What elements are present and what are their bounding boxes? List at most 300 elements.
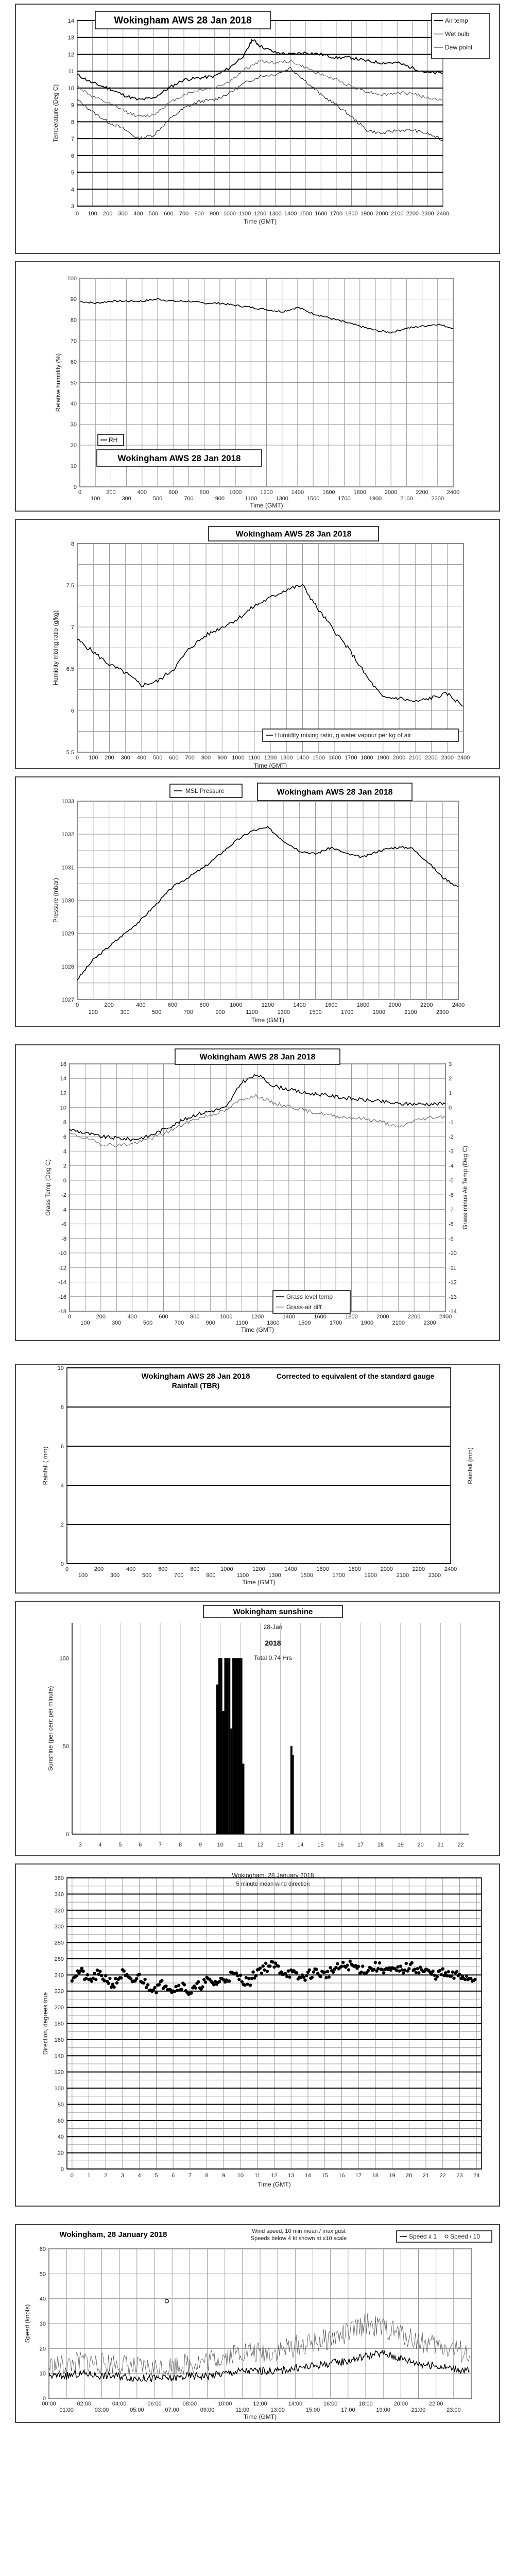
y-tick-label: 16	[60, 1061, 66, 1067]
x-tick-label: 800	[190, 1566, 200, 1572]
x-tick-label: 2300	[421, 211, 434, 217]
wind-speed-chart	[0, 2221, 515, 2427]
x-tick-label: 500	[151, 1009, 162, 1015]
y-tick-label-right: -8	[449, 1221, 454, 1228]
x-tick-label: 0	[75, 1002, 79, 1008]
y-tick-label: 1029	[61, 930, 74, 937]
x-tick-label: 700	[185, 755, 195, 761]
direction-point	[359, 1971, 363, 1974]
x-tick-label: 2300	[436, 1009, 449, 1015]
x-tick-label: 8	[205, 2173, 209, 2179]
x-tick-label: 800	[199, 489, 209, 496]
y-tick-label: 300	[54, 1924, 64, 1930]
x-tick-label: 200	[94, 1566, 104, 1572]
y-tick-label: -2	[61, 1192, 66, 1199]
x-tick-label: 17:00	[341, 2407, 355, 2413]
x-tick-label: 20	[417, 1842, 424, 1848]
direction-point	[376, 1967, 380, 1970]
direction-point	[303, 1978, 306, 1981]
x-tick-label: 1100	[235, 1320, 248, 1326]
x-tick-label: 100	[88, 1009, 98, 1015]
y-tick-label: 0	[73, 484, 77, 490]
x-tick-label: 1700	[345, 755, 357, 761]
x-tick-label: 1800	[360, 755, 373, 761]
direction-point	[266, 1970, 269, 1973]
y-tick-label: 7.5	[66, 583, 74, 589]
y-tick-label-right: -10	[449, 1250, 457, 1257]
x-tick-label: 6	[139, 1842, 142, 1848]
chart-date: 28-Jan	[263, 1623, 283, 1631]
direction-point	[347, 1968, 350, 1971]
direction-point	[416, 1967, 419, 1970]
plot-area	[67, 1368, 451, 1564]
x-tick-label: 06:00	[147, 2401, 162, 2407]
x-tick-label: 700	[179, 211, 189, 217]
x-tick-label: 300	[110, 1572, 120, 1579]
y-tick-label: 70	[70, 338, 77, 345]
x-tick-label: 0	[75, 755, 79, 761]
sunshine-bar	[230, 1728, 232, 1834]
x-tick-label: 17	[357, 1842, 364, 1848]
x-tick-label: 20	[406, 2173, 413, 2179]
direction-point	[295, 1971, 298, 1974]
direction-point	[349, 1960, 352, 1963]
sunshine-bar	[220, 1658, 222, 1834]
x-tick-label: 14	[304, 2173, 312, 2179]
y-tick-label: 100	[54, 2086, 64, 2092]
y-tick-label: 120	[54, 2069, 64, 2076]
x-tick-label: 100	[89, 755, 98, 761]
x-tick-label: 300	[121, 755, 130, 761]
y-tick-label: -8	[61, 1235, 66, 1242]
y-tick-label: 13	[67, 35, 74, 41]
x-tick-label: 1200	[253, 211, 267, 217]
chart-title: Wokingham AWS 28 Jan 2018	[114, 15, 252, 26]
y-axis-label: Rainfall ( mm)	[42, 1446, 49, 1485]
x-tick-label: 11:00	[235, 2407, 250, 2413]
x-tick-label: 600	[168, 489, 178, 496]
x-tick-label: 1900	[376, 755, 389, 761]
y-axis-label: Sunshine (per cent per minute)	[47, 1686, 54, 1771]
x-tick-label: 300	[118, 211, 128, 217]
x-tick-label: 1500	[298, 1320, 311, 1326]
y-tick-label: 6.5	[66, 666, 74, 672]
x-tick-label: 03:00	[94, 2407, 109, 2413]
y-tick-label-right: -12	[449, 1279, 457, 1286]
direction-point	[374, 1961, 377, 1964]
x-tick-label: 2200	[416, 489, 428, 496]
y-tick-label: 2	[60, 1522, 64, 1528]
x-tick-label: 900	[210, 211, 219, 217]
x-tick-label: 1900	[372, 1009, 386, 1015]
x-tick-label: 1000	[232, 755, 245, 761]
y-tick-label: 0	[42, 2396, 46, 2402]
y-tick-label-right: -9	[449, 1235, 454, 1242]
x-tick-label: 1700	[329, 1320, 342, 1326]
y-tick-label: 3	[71, 204, 74, 210]
x-tick-label: 1300	[268, 1572, 281, 1579]
direction-point	[451, 1970, 454, 1973]
x-tick-label: 1800	[348, 1566, 361, 1572]
direction-point	[445, 1974, 449, 1977]
direction-point	[433, 1974, 436, 1977]
chart-subtitle: 5 minute mean wind direction	[236, 1881, 310, 1887]
direction-point	[430, 1972, 433, 1975]
x-tick-label: 9	[222, 2173, 226, 2179]
x-axis-label: Time (GMT)	[251, 1016, 285, 1024]
direction-point	[180, 1988, 183, 1991]
direction-point	[138, 1973, 141, 1976]
direction-point	[431, 1970, 434, 1973]
x-tick-label: 0	[65, 1566, 69, 1572]
x-tick-label: 2300	[423, 1320, 436, 1326]
x-tick-label: 18	[372, 2173, 379, 2179]
direction-point	[249, 1984, 252, 1987]
y-tick-label: 10	[39, 2370, 46, 2377]
y-tick-label: 1032	[61, 832, 74, 838]
x-tick-label: 02:00	[77, 2401, 92, 2407]
y-tick-label: 0	[63, 1177, 66, 1184]
y-tick-label: 60	[70, 359, 77, 365]
y-tick-label: 100	[67, 276, 77, 282]
x-tick-label: 1100	[238, 211, 251, 217]
x-tick-label: 7	[159, 1842, 162, 1848]
x-tick-label: 0	[75, 211, 79, 217]
direction-point	[142, 1981, 145, 1985]
direction-point	[441, 1967, 444, 1970]
x-tick-label: 1400	[291, 489, 304, 496]
x-tick-label: 400	[137, 489, 147, 496]
x-tick-label: 14:00	[288, 2401, 303, 2407]
x-axis-label: Time (GMT)	[258, 2181, 291, 2188]
y-tick-label: 180	[54, 2021, 64, 2027]
x-tick-label: 1300	[267, 1320, 280, 1326]
x-tick-label: 600	[169, 755, 179, 761]
x-tick-label: 18:00	[358, 2401, 373, 2407]
direction-point	[334, 1966, 337, 1969]
direction-point	[332, 1971, 335, 1974]
x-tick-label: 500	[148, 211, 159, 217]
x-tick-label: 1900	[364, 1572, 377, 1579]
x-tick-label: 2200	[406, 211, 419, 217]
y-tick-label: 0	[60, 2166, 64, 2173]
direction-point	[218, 1980, 221, 1983]
sunshine-bar	[232, 1658, 234, 1834]
chart-title: Wokingham sunshine	[233, 1607, 313, 1616]
temperature-chart-svg	[0, 0, 515, 258]
direction-point	[245, 1976, 248, 1979]
x-tick-label: 1400	[284, 1566, 297, 1572]
x-tick-label: 21	[437, 1842, 444, 1848]
x-tick-label: 1400	[282, 1314, 296, 1320]
x-tick-label: 16	[338, 2173, 345, 2179]
x-tick-label: 500	[152, 496, 163, 502]
pressure-chart-svg	[0, 773, 515, 1030]
direction-point	[315, 1968, 318, 1971]
x-tick-label: 19:00	[376, 2407, 390, 2413]
x-tick-label: 0	[70, 2173, 74, 2179]
y-tick-label: -16	[58, 1294, 66, 1300]
direction-point	[285, 1975, 288, 1978]
x-tick-label: 05:00	[130, 2407, 144, 2413]
x-tick-label: 9	[198, 1842, 202, 1848]
direction-point	[96, 1969, 99, 1972]
direction-point	[93, 1972, 96, 1975]
direction-point	[254, 1974, 258, 1977]
x-tick-label: 19	[389, 2173, 396, 2179]
x-tick-label: 1200	[260, 489, 273, 496]
x-tick-label: 07:00	[165, 2407, 179, 2413]
direction-point	[177, 1984, 180, 1987]
direction-point	[405, 1962, 408, 1965]
sunshine-bar	[222, 1711, 225, 1834]
x-tick-label: 100	[91, 496, 100, 502]
x-tick-label: 600	[158, 1566, 168, 1572]
grass-temp-chart	[0, 1041, 515, 1345]
x-tick-label: 400	[127, 1314, 137, 1320]
x-tick-label: 400	[136, 1002, 146, 1008]
x-tick-label: 1600	[316, 1566, 329, 1572]
x-tick-label: 2100	[391, 211, 404, 217]
direction-point	[357, 1965, 360, 1968]
direction-point	[250, 1977, 253, 1980]
direction-point	[312, 1970, 315, 1973]
y-tick-label: 20	[70, 443, 77, 449]
direction-point	[288, 1975, 291, 1978]
x-tick-label: 200	[105, 755, 114, 761]
x-tick-label: 13	[288, 2173, 295, 2179]
y-tick-label: 4	[60, 1483, 64, 1489]
direction-point	[396, 1965, 399, 1969]
direction-point	[413, 1968, 416, 1971]
y-tick-label: 6	[71, 152, 74, 159]
x-tick-label: 0	[78, 489, 82, 496]
direction-point	[146, 1983, 149, 1986]
direction-point	[378, 1961, 381, 1964]
x-tick-label: 900	[206, 1572, 216, 1579]
direction-point	[403, 1969, 406, 1972]
direction-point	[90, 1979, 93, 1982]
direction-point	[402, 1971, 405, 1974]
direction-point	[341, 1961, 345, 1964]
x-tick-label: 800	[190, 1314, 200, 1320]
y-tick-label: 9	[71, 102, 74, 109]
humidity-chart-svg	[0, 258, 515, 515]
sunshine-bar	[216, 1685, 218, 1834]
direction-point	[447, 1970, 450, 1973]
y-tick-label: 320	[54, 1907, 64, 1914]
y-tick-label: 5	[71, 170, 74, 176]
x-tick-label: 1900	[369, 496, 382, 502]
direction-point	[98, 1970, 101, 1973]
x-tick-label: 100	[80, 1320, 90, 1326]
y-tick-label-right: -3	[449, 1148, 454, 1155]
x-tick-label: 13:00	[270, 2407, 285, 2413]
legend-label: MSL Pressure	[185, 787, 225, 794]
y-tick-label: -10	[58, 1250, 66, 1257]
sunshine-chart	[0, 1597, 515, 1860]
direction-point	[190, 1991, 193, 1994]
x-tick-label: 1500	[299, 211, 312, 217]
y-tick-label: 90	[70, 296, 77, 303]
direction-point	[75, 1974, 78, 1977]
direction-point	[458, 1973, 461, 1976]
x-tick-label: 00:00	[42, 2401, 56, 2407]
chart-note: Corrected to equivalent of the standard gauge	[276, 1372, 435, 1380]
x-tick-label: 3	[78, 1842, 82, 1848]
y-tick-label-right: -5	[449, 1177, 454, 1184]
y-tick-label: 40	[70, 401, 77, 407]
y-tick-label: 4	[63, 1148, 66, 1155]
sunshine-bar	[238, 1658, 241, 1834]
x-tick-label: 1300	[280, 755, 293, 761]
x-tick-label: 1400	[296, 755, 309, 761]
direction-point	[112, 1986, 115, 1989]
x-tick-label: 1100	[246, 1009, 258, 1015]
direction-point	[204, 1980, 207, 1984]
direction-point	[444, 1971, 447, 1974]
y-tick-label: 0	[60, 1561, 64, 1567]
direction-point	[173, 1990, 176, 1993]
humidity-chart	[0, 258, 515, 515]
y-axis-label: Direction, degrees true	[42, 1992, 49, 2055]
x-tick-label: 0	[67, 1314, 72, 1320]
direction-point	[465, 1975, 468, 1978]
x-axis-label: Time (GMT)	[242, 1579, 276, 1586]
x-tick-label: 1800	[345, 1314, 358, 1320]
y-tick-label: 14	[60, 1076, 66, 1082]
y-axis-label: Relative humidity (%)	[55, 353, 62, 412]
y-tick-label-right: 0	[449, 1105, 452, 1111]
x-tick-label: 1100	[248, 755, 261, 761]
direction-point	[268, 1964, 271, 1968]
y-tick-label: -12	[58, 1265, 66, 1272]
x-tick-label: 24	[473, 2173, 480, 2179]
y-tick-label: 7	[71, 136, 74, 143]
direction-point	[102, 1979, 106, 1982]
x-tick-label: 1100	[245, 496, 258, 502]
x-tick-label: 22:00	[428, 2401, 443, 2407]
x-tick-label: 1000	[223, 211, 236, 217]
direction-point	[473, 1978, 476, 1981]
x-tick-label: 23:00	[447, 2407, 461, 2413]
x-tick-label: 14	[297, 1842, 304, 1848]
direction-point	[272, 1965, 276, 1969]
direction-point	[361, 1964, 364, 1968]
direction-point	[336, 1962, 339, 1965]
direction-point	[246, 1982, 249, 1986]
y-tick-label: 1031	[61, 865, 74, 871]
direction-point	[260, 1972, 263, 1975]
chart-subtitle: Wind speed, 10 min mean / max gust	[252, 2228, 346, 2234]
x-tick-label: 1900	[360, 1320, 374, 1326]
y-tick-label: 14	[67, 18, 74, 24]
x-tick-label: 10	[237, 2173, 244, 2179]
direction-point	[340, 1965, 343, 1968]
y-tick-label: 30	[39, 2321, 46, 2327]
legend-label: Speed / 10	[450, 2233, 480, 2240]
x-tick-label: 100	[88, 211, 97, 217]
x-tick-label: 1700	[338, 496, 351, 502]
y-tick-label: 40	[39, 2296, 46, 2302]
x-tick-label: 1500	[306, 496, 320, 502]
y-tick-label: 1027	[61, 997, 74, 1003]
y-tick-label: 11	[68, 69, 74, 75]
y-tick-label: 1028	[61, 963, 74, 970]
y-axis-label: Speed (knots)	[24, 2304, 31, 2343]
y-tick-label: 10	[60, 1105, 66, 1111]
x-tick-label: 1600	[322, 489, 335, 496]
direction-point	[277, 1964, 280, 1968]
direction-point	[110, 1986, 113, 1989]
x-axis-label: Time (GMT)	[243, 2413, 277, 2420]
y-tick-label: 6	[71, 708, 74, 714]
sunshine-bar	[292, 1755, 294, 1834]
direction-point	[194, 1986, 197, 1989]
y-tick-label-right: -11	[449, 1265, 457, 1272]
x-tick-label: 200	[102, 211, 113, 217]
direction-point	[143, 1978, 146, 1981]
direction-point	[119, 1976, 123, 1979]
x-tick-label: 600	[167, 1002, 178, 1008]
chart-title: Wokingham AWS 28 Jan 2018	[277, 788, 393, 797]
direction-point	[381, 1968, 384, 1971]
direction-point	[201, 1985, 204, 1988]
x-tick-label: 1000	[230, 1002, 243, 1008]
y-tick-label: 30	[70, 421, 77, 428]
chart-title: Wokingham, 28 January 2018	[232, 1872, 314, 1879]
x-tick-label: 2000	[375, 211, 388, 217]
x-tick-label: 2100	[404, 1009, 417, 1015]
direction-point	[263, 1969, 266, 1972]
y-tick-label: -18	[58, 1309, 66, 1315]
x-tick-label: 2400	[447, 489, 460, 496]
y-axis-label: Humidity mixing ratio (g/kg)	[52, 610, 59, 686]
rainfall-chart-svg	[0, 1360, 515, 1597]
y-tick-label-right: -2	[449, 1134, 454, 1141]
x-tick-label: 900	[205, 1320, 215, 1326]
direction-point	[372, 1968, 375, 1971]
x-tick-label: 11	[254, 2173, 261, 2179]
x-axis-label: Time (GMT)	[250, 502, 283, 509]
direction-point	[135, 1977, 138, 1980]
direction-point	[324, 1976, 328, 1979]
temperature-chart	[0, 0, 515, 258]
x-tick-label: 700	[174, 1320, 184, 1326]
x-tick-label: 1500	[309, 1009, 322, 1015]
x-tick-label: 1000	[229, 489, 242, 496]
direction-point	[164, 1985, 167, 1988]
direction-point	[251, 1970, 254, 1973]
x-tick-label: 15:00	[305, 2407, 320, 2413]
sunshine-bar	[228, 1658, 230, 1834]
y-tick-label: 50	[70, 380, 77, 386]
x-axis-label: Time (GMT)	[243, 218, 277, 225]
x-tick-label: 1600	[325, 1002, 338, 1008]
x-tick-label: 12	[257, 1842, 264, 1848]
x-tick-label: 800	[194, 211, 204, 217]
direction-point	[305, 1974, 308, 1977]
y-tick-label: 10	[57, 1365, 64, 1371]
chart-note: Speeds below 4 kt shown at x10 scale	[250, 2235, 347, 2242]
sunshine-bar	[241, 1658, 243, 1834]
x-tick-label: 16:00	[323, 2401, 338, 2407]
y-tick-label: 60	[57, 2117, 64, 2124]
x-tick-label: 900	[217, 755, 227, 761]
direction-point	[237, 1978, 241, 1981]
direction-point	[86, 1973, 89, 1976]
legend-label: Humidity mixing ratio, g water vapour per kg of air	[275, 732, 411, 739]
